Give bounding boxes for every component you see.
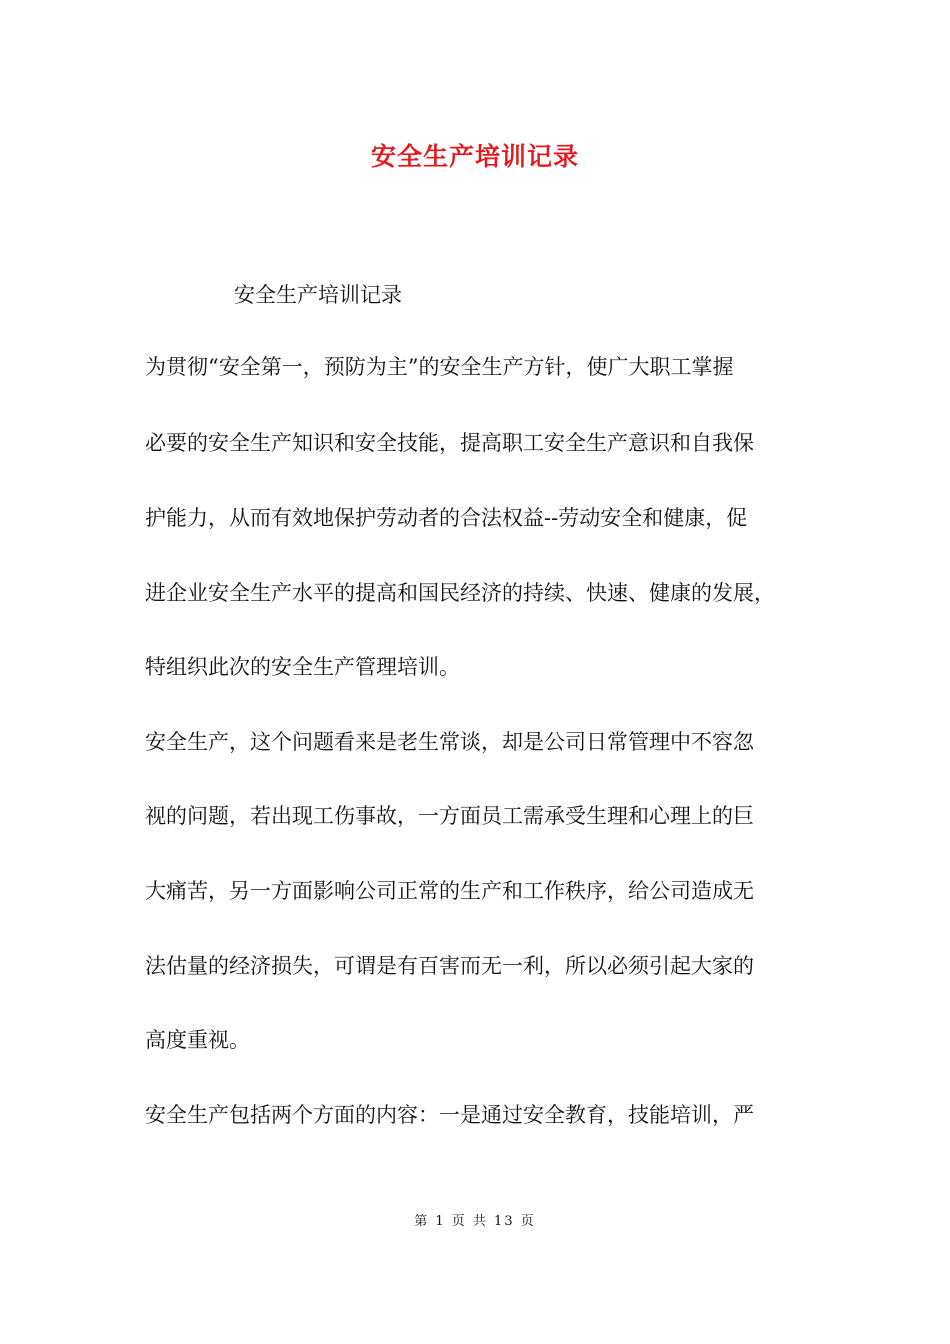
document-title: 安全生产培训记录 [370,142,579,171]
body-line: 特组织此次的安全生产管理培训。 [145,655,460,679]
body-line: 为贯彻“安全第一，预防为主”的安全生产方针，使广大职工掌握 [145,355,734,379]
body-line: 进企业安全生产水平的提高和国民经济的持续、快速、健康的发展， [145,581,775,605]
body-line: 法估量的经济损失，可谓是有百害而无一利，所以必须引起大家的 [145,954,754,978]
body-line: 大痛苦，另一方面影响公司正常的生产和工作秩序，给公司造成无 [145,879,754,903]
document-subtitle: 安全生产培训记录 [234,283,402,307]
body-line: 必要的安全生产知识和安全技能，提高职工安全生产意识和自我保 [145,431,754,455]
body-line: 安全生产包括两个方面的内容：一是通过安全教育，技能培训，严 [145,1103,754,1127]
body-line: 护能力，从而有效地保护劳动者的合法权益--劳动安全和健康，促 [145,506,748,530]
body-line: 视的问题，若出现工伤事故，一方面员工需承受生理和心理上的巨 [145,804,754,828]
body-line: 安全生产，这个问题看来是老生常谈，却是公司日常管理中不容忽 [145,730,754,754]
body-line: 高度重视。 [145,1028,250,1052]
page-footer: 第 1 页 共 13 页 [414,1214,536,1229]
